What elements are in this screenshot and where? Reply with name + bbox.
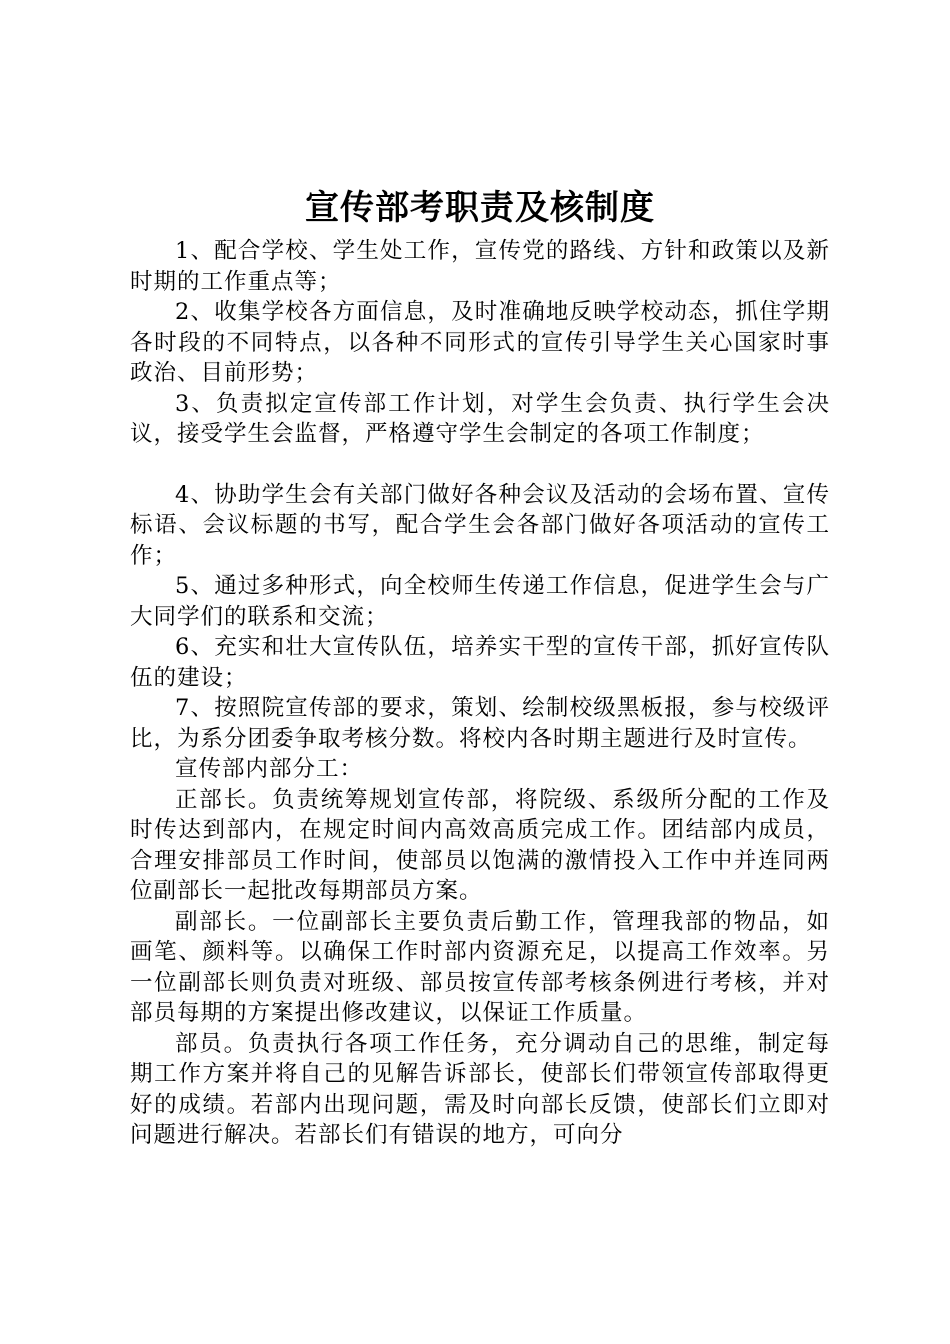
paragraph-7: 7、按照院宣传部的要求，策划、绘制校级黑板报，参与校级评比，为系分团委争取考核分数。将校内各时期主题进行及时宣传。 (130, 695, 830, 752)
paragraph-5: 5、通过多种形式，向全校师生传递工作信息，促进学生会与广大同学们的联系和交流； (130, 573, 830, 630)
paragraph-2: 2、收集学校各方面信息，及时准确地反映学校动态，抓住学期各时段的不同特点，以各种不同形式的宣传引导学生关心国家时事政治、目前形势； (130, 299, 830, 386)
document-title: 宣传部考职责及核制度 (305, 188, 655, 228)
paragraph-member: 部员。负责执行各项工作任务，充分调动自己的思维，制定每期工作方案并将自己的见解告诉部长，使部长们带领宣传部取得更好的成绩。若部内出现问题，需及时向部长反馈，使部长们立即对问题进行解决。若部长们有错误的地方，可向分 (130, 1030, 830, 1148)
section-heading-division: 宣传部内部分工： (175, 756, 364, 782)
paragraph-director: 正部长。负责统筹规划宣传部，将院级、系级所分配的工作及时传达到部内，在规定时间内高效高质完成工作。团结部内成员，合理安排部员工作时间，使部员以饱满的激情投入工作中并连同两位副部长一起批改每期部员方案。 (130, 786, 830, 904)
blank-line (130, 450, 830, 480)
paragraph-4: 4、协助学生会有关部门做好各种会议及活动的会场布置、宣传标语、会议标题的书写，配合学生会各部门做好各项活动的宣传工作； (130, 481, 830, 569)
paragraph-deputy-director: 副部长。一位副部长主要负责后勤工作，管理我部的物品，如画笔、颜料等。以确保工作时部内资源充足，以提高工作效率。另一位副部长则负责对班级、部员按宣传部考核条例进行考核，并对部员每期的方案提出修改建议，以保证工作质量。 (130, 908, 830, 1026)
paragraph-6: 6、充实和壮大宣传队伍，培养实干型的宣传干部，抓好宣传队伍的建设； (130, 634, 830, 691)
paragraph-1: 1、配合学校、学生处工作，宣传党的路线、方针和政策以及新时期的工作重点等； (130, 238, 830, 295)
paragraph-3: 3、负责拟定宣传部工作计划，对学生会负责、执行学生会决议，接受学生会监督，严格遵守学生会制定的各项工作制度； (130, 390, 830, 447)
document-page (130, 180, 830, 1151)
